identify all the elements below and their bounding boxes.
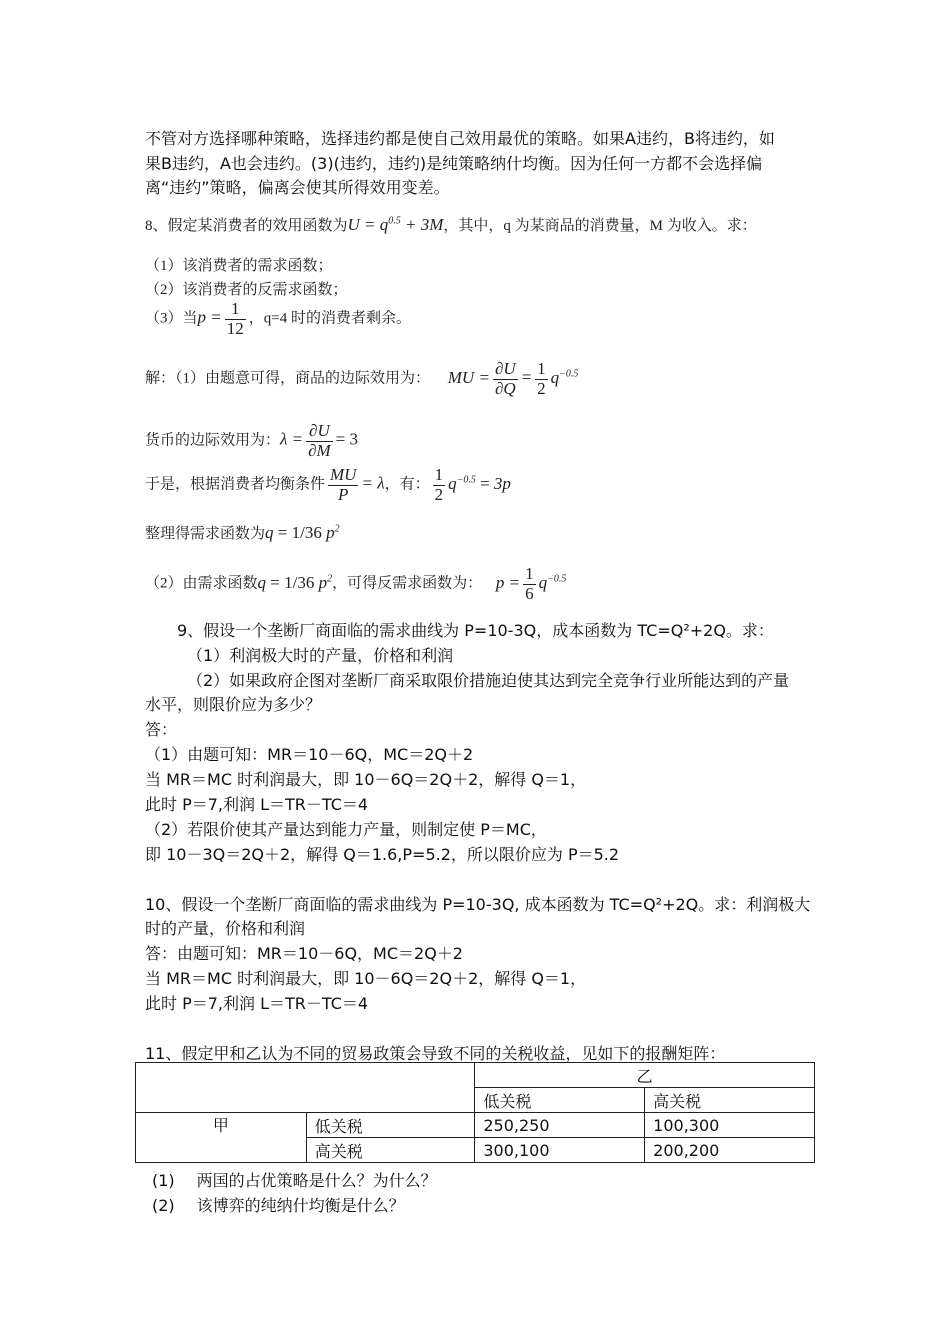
q9-answer-2: 当 MR＝MC 时利润最大，即 10－6Q＝2Q＋2，解得 Q＝1， xyxy=(145,770,587,789)
payoff-matrix xyxy=(135,1062,815,1163)
utility-function: $U = q^{0.5} + 3M$ xyxy=(347,215,444,234)
q9-answer-5: 即 10－3Q＝2Q＋2，解得 Q＝1.6,P=5.2，所以限价应为 P＝5.2 xyxy=(145,845,620,864)
q10-answer-1: 答：由题可知：MR＝10－6Q，MC＝2Q＋2 xyxy=(145,944,463,963)
q11-subquestion-1: (1) 两国的占优策略是什么？为什么？ xyxy=(152,1171,437,1190)
q9-answer-label: 答： xyxy=(145,720,178,739)
q8-item-3: （3）当p = $\frac{1}{12}$ ，q=4 时的消费者剩余。 xyxy=(145,299,411,338)
q10-answer-3: 此时 P＝7,利润 L＝TR－TC＝4 xyxy=(145,994,369,1013)
lambda-formula: λ = xyxy=(280,429,304,449)
table-cell: 250,250 xyxy=(475,1113,645,1138)
row-label: 低关税 xyxy=(306,1113,475,1138)
col-player-label: 乙 xyxy=(475,1063,815,1088)
table-cell: 300,100 xyxy=(475,1138,645,1163)
q8-solution-1: 解：（1）由题意可得，商品的边际效用为： MU = $\frac{\partial U}{\partial Q}$ = $\frac{1}{2}$ $q^{-0.5}$ xyxy=(145,359,579,398)
q8-statement: 8、假定某消费者的效用函数为$U = q^{0.5} + 3M$，其中，q 为某商品的消费量，M 为收入。求： xyxy=(145,215,757,234)
q8-equilibrium: 于是，根据消费者均衡条件 $\frac{MU}{P}$ = λ，有： $\frac{1}{2}$ $q^{-0.5} = 3p$ xyxy=(145,465,511,504)
table-row xyxy=(136,1113,815,1138)
q10-answer-2: 当 MR＝MC 时利润最大，即 10－6Q＝2Q＋2，解得 Q＝1， xyxy=(145,969,587,988)
q9-part-2-cont: 水平，则限价应为多少？ xyxy=(145,695,322,714)
q8-demand-function: 整理得需求函数为q = 1/36 $p^2$ xyxy=(145,523,340,542)
fraction-1-12: $\frac{1}{12}$ xyxy=(226,299,244,338)
row-player-label: 甲 xyxy=(136,1113,307,1163)
marginal-utility-formula: MU = xyxy=(447,367,490,387)
intro-line-3: 离“违约”策略，偏离会使其所得效用变差。 xyxy=(145,178,450,197)
table-cell: 200,200 xyxy=(645,1138,815,1163)
q9-statement: 9、假设一个垄断厂商面临的需求曲线为 P=10-3Q，成本函数为 TC=Q²+2Q。求： xyxy=(177,621,774,640)
q9-part-1: （1）利润极大时的产量，价格和利润 xyxy=(187,646,454,665)
q9-part-2: （2）如果政府企图对垄断厂商采取限价措施迫使其达到完全竞争行业所能达到的产量 xyxy=(187,671,790,690)
q8-item-2: （2）该消费者的反需求函数； xyxy=(145,282,348,298)
q8-money-utility: 货币的边际效用为：λ = $\frac{\partial U}{\partial M}$ = 3 xyxy=(145,421,359,460)
col-header-high: 高关税 xyxy=(645,1088,815,1113)
intro-line-2: 果B违约，A也会违约。(3)(违约，违约)是纯策略纳什均衡。因为任何一方都不会选择偏 xyxy=(145,154,763,173)
table-cell: 100,300 xyxy=(645,1113,815,1138)
q8-inverse-demand: （2）由需求函数q = 1/36 $p^2$，可得反需求函数为： p = $\frac{1}{6}$ $q^{-0.5}$ xyxy=(145,564,567,603)
q10-statement-cont: 时的产量，价格和利润 xyxy=(145,919,306,938)
q11-statement: 11、假定甲和乙认为不同的贸易政策会导致不同的关税收益，见如下的报酬矩阵： xyxy=(145,1044,726,1063)
q11-subquestion-2: (2) 该博弈的纯纳什均衡是什么？ xyxy=(152,1196,405,1215)
col-header-low: 低关税 xyxy=(475,1088,645,1113)
q9-answer-4: （2）若限价使其产量达到能力产量，则制定使 P＝MC， xyxy=(145,820,547,839)
q10-statement: 10、假设一个垄断厂商面临的需求曲线为 P=10-3Q, 成本函数为 TC=Q²+2Q。求：利润极大 xyxy=(145,895,811,914)
q9-answer-1: （1）由题可知：MR＝10－6Q，MC＝2Q＋2 xyxy=(145,745,474,764)
q8-item-1: （1）该消费者的需求函数； xyxy=(145,258,333,274)
table-row xyxy=(136,1063,815,1088)
q9-answer-3: 此时 P＝7,利润 L＝TR－TC＝4 xyxy=(145,795,369,814)
row-label: 高关税 xyxy=(306,1138,475,1163)
intro-line-1: 不管对方选择哪种策略，选择违约都是使自己效用最优的策略。如果A违约，B将违约，如 xyxy=(145,129,775,148)
